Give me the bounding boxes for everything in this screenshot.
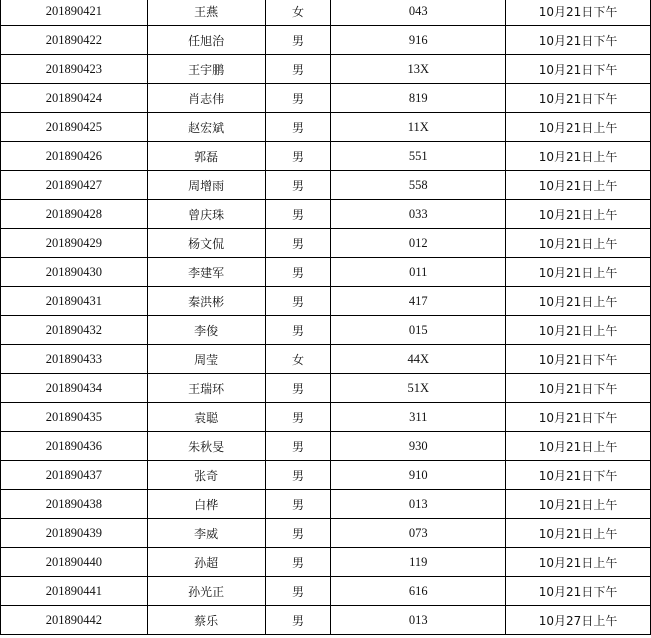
exam-time-cell: 10月21日上午 [506,113,651,142]
id-suffix-cell: 013 [331,490,506,519]
student-id-cell: 201890432 [1,316,148,345]
id-suffix-cell: 13X [331,55,506,84]
gender-cell: 男 [265,258,331,287]
name-cell: 王宇鹏 [147,55,265,84]
gender-cell: 男 [265,374,331,403]
student-id-cell: 201890422 [1,26,148,55]
name-cell: 李建军 [147,258,265,287]
student-id-cell: 201890438 [1,490,148,519]
name-cell: 袁聪 [147,403,265,432]
table-row [1,432,651,461]
table-row [1,548,651,577]
id-suffix-cell: 119 [331,548,506,577]
exam-time-cell: 10月21日上午 [506,229,651,258]
exam-time-cell: 10月21日下午 [506,403,651,432]
student-id-cell: 201890424 [1,84,148,113]
name-cell: 肖志伟 [147,84,265,113]
gender-cell: 女 [265,345,331,374]
exam-time-cell: 10月21日下午 [506,374,651,403]
student-id-cell: 201890439 [1,519,148,548]
gender-cell: 男 [265,55,331,84]
name-cell: 周莹 [147,345,265,374]
table-row [1,519,651,548]
table-row [1,258,651,287]
table-row [1,84,651,113]
table-row [1,0,651,26]
student-id-cell: 201890429 [1,229,148,258]
student-id-cell: 201890433 [1,345,148,374]
id-suffix-cell: 073 [331,519,506,548]
exam-time-cell: 10月21日下午 [506,461,651,490]
name-cell: 孙光正 [147,577,265,606]
exam-time-cell: 10月21日下午 [506,577,651,606]
name-cell: 任旭治 [147,26,265,55]
table-row [1,316,651,345]
table-row [1,113,651,142]
name-cell: 曾庆珠 [147,200,265,229]
name-cell: 孙超 [147,548,265,577]
gender-cell: 男 [265,432,331,461]
name-cell: 郭磊 [147,142,265,171]
table-row [1,461,651,490]
name-cell: 周增雨 [147,171,265,200]
schedule-table-body [1,0,651,635]
gender-cell: 女 [265,0,331,26]
name-cell: 王燕 [147,0,265,26]
table-row [1,606,651,635]
student-id-cell: 201890431 [1,287,148,316]
id-suffix-cell: 916 [331,26,506,55]
id-suffix-cell: 311 [331,403,506,432]
id-suffix-cell: 015 [331,316,506,345]
exam-time-cell: 10月21日上午 [506,316,651,345]
table-row [1,577,651,606]
id-suffix-cell: 013 [331,606,506,635]
table-row [1,345,651,374]
id-suffix-cell: 616 [331,577,506,606]
student-id-cell: 201890436 [1,432,148,461]
table-row [1,55,651,84]
name-cell: 李俊 [147,316,265,345]
gender-cell: 男 [265,519,331,548]
table-row [1,287,651,316]
gender-cell: 男 [265,142,331,171]
exam-time-cell: 10月21日下午 [506,26,651,55]
id-suffix-cell: 11X [331,113,506,142]
name-cell: 张奇 [147,461,265,490]
id-suffix-cell: 551 [331,142,506,171]
name-cell: 赵宏斌 [147,113,265,142]
exam-time-cell: 10月21日上午 [506,519,651,548]
student-id-cell: 201890434 [1,374,148,403]
gender-cell: 男 [265,84,331,113]
name-cell: 朱秋旻 [147,432,265,461]
exam-time-cell: 10月21日上午 [506,287,651,316]
gender-cell: 男 [265,606,331,635]
student-id-cell: 201890437 [1,461,148,490]
id-suffix-cell: 558 [331,171,506,200]
exam-time-cell: 10月21日下午 [506,345,651,374]
table-row [1,229,651,258]
exam-time-cell: 10月21日上午 [506,200,651,229]
table-row [1,171,651,200]
exam-time-cell: 10月21日下午 [506,55,651,84]
gender-cell: 男 [265,200,331,229]
table-row [1,403,651,432]
id-suffix-cell: 819 [331,84,506,113]
table-row [1,374,651,403]
id-suffix-cell: 011 [331,258,506,287]
exam-time-cell: 10月21日上午 [506,258,651,287]
student-id-cell: 201890428 [1,200,148,229]
id-suffix-cell: 033 [331,200,506,229]
gender-cell: 男 [265,26,331,55]
student-id-cell: 201890425 [1,113,148,142]
student-id-cell: 201890430 [1,258,148,287]
exam-time-cell: 10月21日上午 [506,490,651,519]
gender-cell: 男 [265,461,331,490]
student-id-cell: 201890440 [1,548,148,577]
gender-cell: 男 [265,171,331,200]
name-cell: 秦洪彬 [147,287,265,316]
gender-cell: 男 [265,577,331,606]
student-id-cell: 201890435 [1,403,148,432]
gender-cell: 男 [265,229,331,258]
exam-time-cell: 10月27日上午 [506,606,651,635]
student-id-cell: 201890427 [1,171,148,200]
gender-cell: 男 [265,490,331,519]
table-row [1,26,651,55]
id-suffix-cell: 012 [331,229,506,258]
exam-time-cell: 10月21日上午 [506,432,651,461]
exam-time-cell: 10月21日下午 [506,84,651,113]
table-row [1,200,651,229]
gender-cell: 男 [265,113,331,142]
gender-cell: 男 [265,403,331,432]
id-suffix-cell: 043 [331,0,506,26]
name-cell: 王瑞环 [147,374,265,403]
student-id-cell: 201890426 [1,142,148,171]
table-row [1,490,651,519]
name-cell: 杨文侃 [147,229,265,258]
id-suffix-cell: 51X [331,374,506,403]
gender-cell: 男 [265,287,331,316]
gender-cell: 男 [265,548,331,577]
name-cell: 白桦 [147,490,265,519]
id-suffix-cell: 44X [331,345,506,374]
gender-cell: 男 [265,316,331,345]
table-row [1,142,651,171]
student-id-cell: 201890441 [1,577,148,606]
exam-time-cell: 10月21日下午 [506,0,651,26]
id-suffix-cell: 910 [331,461,506,490]
exam-time-cell: 10月21日上午 [506,171,651,200]
name-cell: 李威 [147,519,265,548]
name-cell: 蔡乐 [147,606,265,635]
id-suffix-cell: 930 [331,432,506,461]
exam-time-cell: 10月21日上午 [506,548,651,577]
student-id-cell: 201890421 [1,0,148,26]
student-id-cell: 201890423 [1,55,148,84]
exam-time-cell: 10月21日上午 [506,142,651,171]
student-id-cell: 201890442 [1,606,148,635]
id-suffix-cell: 417 [331,287,506,316]
